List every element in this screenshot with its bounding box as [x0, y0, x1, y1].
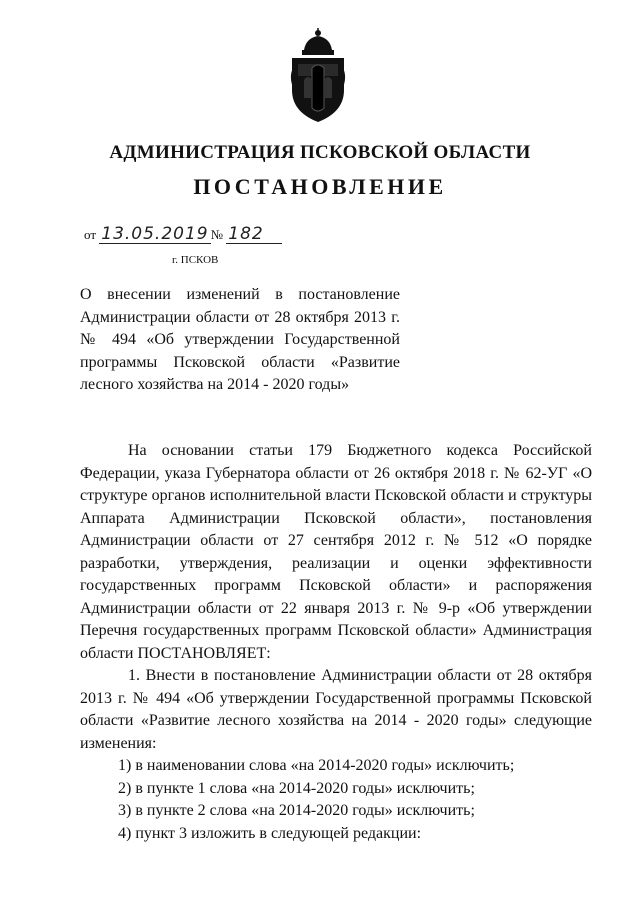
- document-body: [80, 440, 592, 845]
- organization-name: АДМИНИСТРАЦИЯ ПСКОВСКОЙ ОБЛАСТИ: [109, 142, 531, 163]
- handwritten-date: 13.05.2019: [101, 224, 209, 244]
- number-prefix: №: [210, 227, 224, 242]
- point-1-paragraph: 1. Внести в постановление Администрации области от 28 октября 2013 г. № 494 «Об утверждении Государственной программы Псковской области «Развитие лесного хозяйства на 2014 - 2020 годы» следующие изменения:: [80, 667, 592, 752]
- pskov-oblast-coat-of-arms-icon: [282, 28, 354, 124]
- city-label: г. ПСКОВ: [172, 254, 219, 266]
- handwritten-number: 182: [228, 224, 264, 244]
- date-number-line: [84, 224, 282, 244]
- document-subject: О внесении изменений в постановление Администрации области от 28 октября 2013 г. № 494 «Об утверждении Государственной программы Псковской области «Развитие лесного хозяйства на 2014 - 2020 годы»: [80, 286, 400, 393]
- document-type-title: ПОСТАНОВЛЕНИЕ: [193, 174, 447, 199]
- sub-item-4: 4) пункт 3 изложить в следующей редакции:: [118, 824, 422, 842]
- date-underline: [99, 224, 210, 244]
- number-underline: [226, 224, 282, 244]
- sub-item-2: 2) в пункте 1 слова «на 2014-2020 годы» исключить;: [118, 779, 475, 797]
- sub-item-3: 3) в пункте 2 слова «на 2014-2020 годы» исключить;: [118, 802, 475, 819]
- date-prefix: от: [84, 227, 97, 242]
- preamble-paragraph: На основании статьи 179 Бюджетного кодекса Российской Федерации, указа Губернатора области от 26 октября 2018 г. № 62-УГ «О структуре органов исполнительной власти Псковской области и структуры Аппарата Администрации Псковской области», постановления Администрации области от 27 сентября 2012 г. № 512 «О порядке разработки, утверждения, реализации и оценки эффективности государственных программ Псковской области» и распоряжения Администрации области от 22 января 2013 г. № 9-р «Об утверждении Перечня государственных программ Псковской области» Администрация области ПОСТАНОВЛЯЕТ:: [80, 442, 592, 662]
- sub-item-1: 1) в наименовании слова «на 2014-2020 годы» исключить;: [118, 757, 515, 774]
